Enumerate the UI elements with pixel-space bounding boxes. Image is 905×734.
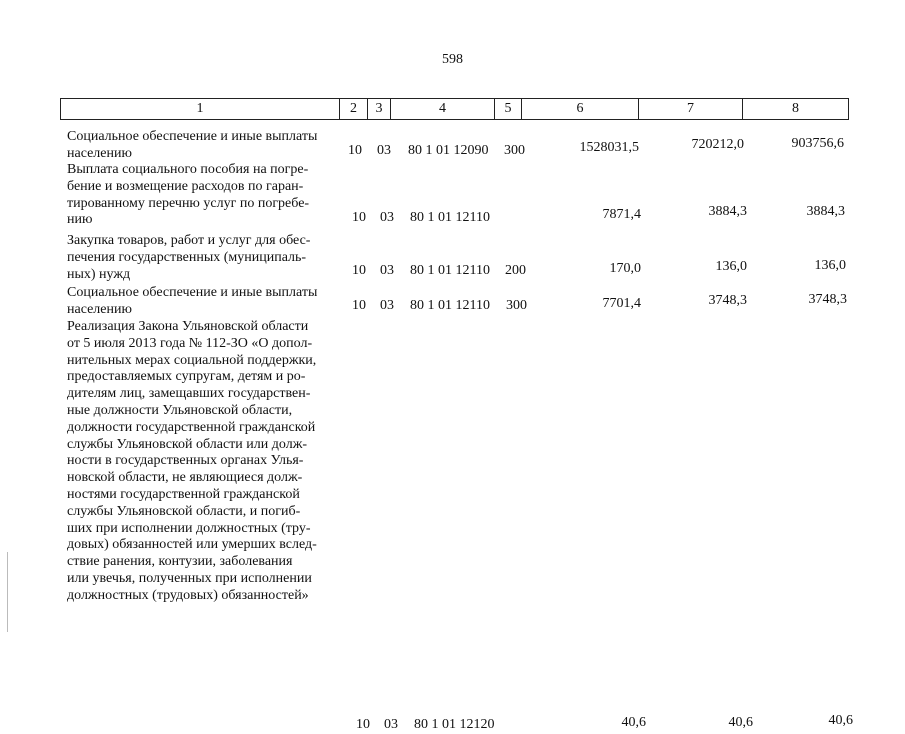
- header-col-5: 5: [495, 99, 522, 120]
- header-col-4: 4: [391, 99, 495, 120]
- amount-col-6: 170,0: [609, 261, 641, 276]
- subsection-code: 03: [377, 143, 391, 158]
- description-line: ствие ранения, контузии, заболевания: [67, 554, 293, 570]
- target-article-code: 80 1 01 12110: [410, 298, 490, 313]
- description-line: или увечья, полученных при исполнении: [67, 570, 312, 586]
- description-line: печения государственных (муниципаль-: [67, 249, 307, 265]
- amount-col-6: 7871,4: [602, 207, 641, 222]
- description-line: должности государственной гражданской: [67, 419, 316, 435]
- description-line: довых) обязанностей или умерших вслед-: [67, 537, 317, 553]
- description-line: ностями государственной гражданской: [67, 486, 300, 502]
- description-line: ные должности Ульяновской области,: [67, 402, 293, 418]
- amount-col-8: 3748,3: [808, 292, 847, 307]
- row-description: [67, 233, 340, 283]
- amount-col-6: 1528031,5: [579, 140, 639, 155]
- amount-col-7: 3884,3: [708, 204, 747, 219]
- description-line: должностных (трудовых) обязанностей»: [67, 587, 309, 603]
- header-col-7: 7: [639, 99, 743, 120]
- description-line: населению: [67, 145, 132, 161]
- target-article-code: 80 1 01 12110: [410, 263, 490, 278]
- description-line: дителям лиц, замещавших государствен-: [67, 386, 311, 402]
- subsection-code: 03: [380, 298, 394, 313]
- description-line: тированному перечню услуг по погребе-: [67, 195, 310, 211]
- description-line: нительных мерах социальной поддержки,: [67, 352, 317, 368]
- description-line: службы Ульяновской области или долж-: [67, 436, 308, 452]
- amount-col-7: 720212,0: [691, 137, 744, 152]
- header-col-2: 2: [340, 99, 368, 120]
- amount-col-8: 40,6: [828, 713, 853, 728]
- expense-type-code: 300: [504, 143, 525, 158]
- expense-type-code: 200: [505, 263, 526, 278]
- description-line: Социальное обеспечение и иные выплаты: [67, 129, 318, 144]
- scan-margin-mark: [7, 552, 8, 632]
- description-line: Выплата социального пособия на погре-: [67, 162, 309, 177]
- description-line: предоставляемых супругам, детям и ро-: [67, 369, 306, 385]
- description-line: службы Ульяновской области, и погиб-: [67, 503, 301, 519]
- subsection-code: 03: [384, 717, 398, 732]
- amount-col-7: 3748,3: [708, 293, 747, 308]
- expense-type-code: 300: [506, 298, 527, 313]
- header-col-1: 1: [61, 99, 340, 120]
- column-header-table: [60, 98, 849, 120]
- subsection-code: 03: [380, 263, 394, 278]
- description-line: Закупка товаров, работ и услуг для обес-: [67, 233, 311, 248]
- header-row: [61, 99, 849, 120]
- description-line: населению: [67, 301, 132, 317]
- row-description: [67, 319, 340, 605]
- amount-col-8: 903756,6: [791, 136, 844, 151]
- description-line: ших при исполнении должностных (тру-: [67, 520, 311, 536]
- section-code: 10: [352, 298, 366, 313]
- description-line: нию: [67, 212, 93, 228]
- amount-col-7: 136,0: [715, 259, 747, 274]
- description-line: от 5 июля 2013 года № 112-ЗО «О допол-: [67, 335, 313, 351]
- row-description: [67, 162, 340, 229]
- page-number: 598: [442, 52, 463, 67]
- description-line: ных) нужд: [67, 266, 131, 282]
- description-line: Реализация Закона Ульяновской области: [67, 319, 309, 334]
- amount-col-8: 3884,3: [806, 204, 845, 219]
- description-line: ности в государственных органах Улья-: [67, 453, 304, 469]
- description-line: бение и возмещение расходов по гаран-: [67, 178, 304, 194]
- subsection-code: 03: [380, 210, 394, 225]
- row-description: [67, 285, 340, 319]
- amount-col-7: 40,6: [728, 715, 753, 730]
- target-article-code: 80 1 01 12090: [408, 143, 489, 158]
- section-code: 10: [352, 263, 366, 278]
- amount-col-8: 136,0: [814, 258, 846, 273]
- description-line: Социальное обеспечение и иные выплаты: [67, 285, 318, 300]
- amount-col-6: 40,6: [621, 715, 646, 730]
- section-code: 10: [348, 143, 362, 158]
- target-article-code: 80 1 01 12110: [410, 210, 490, 225]
- section-code: 10: [352, 210, 366, 225]
- header-col-6: 6: [522, 99, 639, 120]
- row-description: [67, 129, 340, 163]
- header-col-8: 8: [743, 99, 849, 120]
- target-article-code: 80 1 01 12120: [414, 717, 495, 732]
- description-line: новской области, не являющиеся долж-: [67, 470, 303, 486]
- header-col-3: 3: [368, 99, 391, 120]
- amount-col-6: 7701,4: [602, 296, 641, 311]
- section-code: 10: [356, 717, 370, 732]
